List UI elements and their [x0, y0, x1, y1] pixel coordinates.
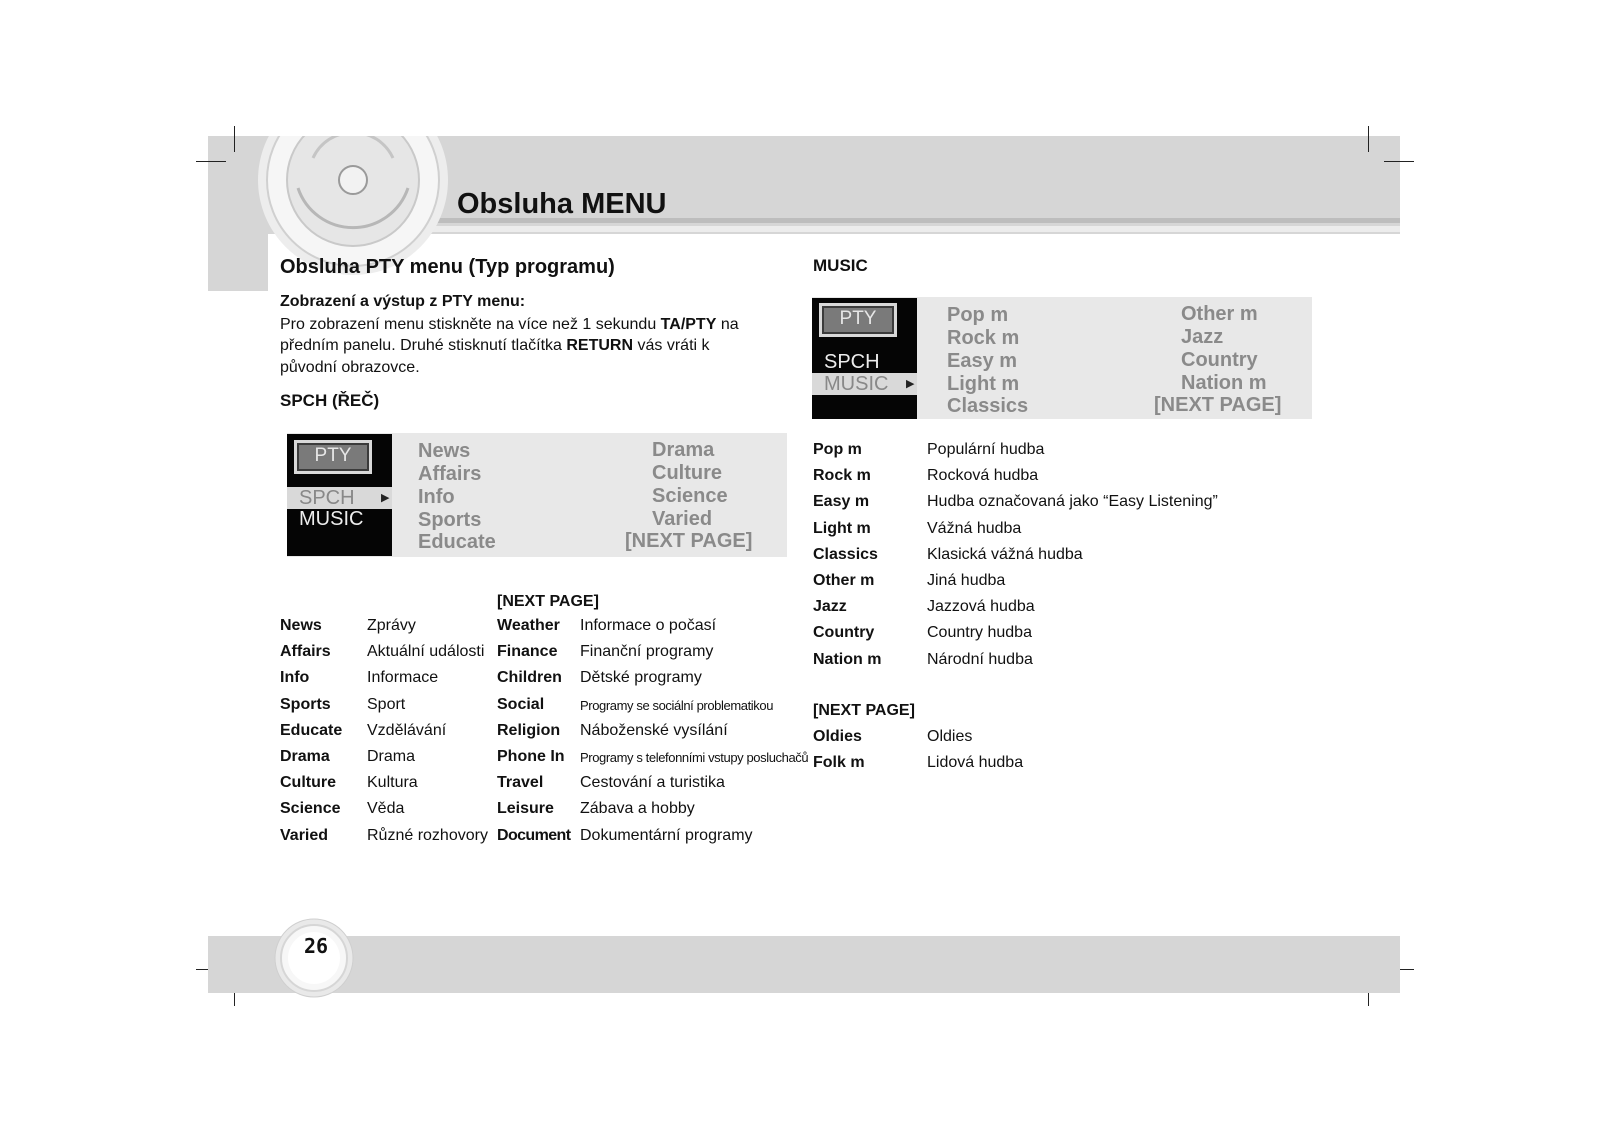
key-ta-pty: TA/PTY — [660, 316, 717, 333]
next-page-title: [NEXT PAGE] — [497, 593, 599, 610]
list-term: Social — [497, 695, 545, 713]
intro-line-1 — [280, 314, 739, 335]
list-definition: Dokumentární programy — [580, 826, 753, 844]
list-definition: Oldies — [927, 728, 973, 745]
pty-badge: PTY — [819, 303, 897, 337]
display-item: Science — [652, 485, 728, 507]
intro-line-3: původní obrazovce. — [280, 359, 420, 376]
side-item-spch: SPCH — [824, 351, 880, 373]
list-term: Varied — [280, 826, 329, 844]
list-definition: Sport — [367, 695, 406, 713]
list-term: Weather — [497, 617, 560, 634]
side-item-spch: SPCH — [299, 487, 355, 509]
list-definition: Náboženské vysílání — [580, 721, 728, 739]
list-term: Light m — [813, 519, 871, 537]
pty-badge: PTY — [294, 440, 372, 474]
list-term: Document — [497, 826, 571, 844]
list-term: Affairs — [280, 643, 331, 661]
display-item: Sports — [418, 509, 482, 531]
list-term: Folk m — [813, 754, 865, 771]
display-item: Other m — [1181, 303, 1258, 325]
next-page-title: [NEXT PAGE] — [813, 702, 915, 719]
list-term: Religion — [497, 721, 561, 739]
list-definition: Vzdělávání — [367, 721, 447, 739]
header-stripe-light — [420, 226, 1400, 232]
list-term: Science — [280, 800, 341, 818]
display-item: Nation m — [1181, 372, 1267, 394]
list-definition: Hudba označovaná jako “Easy Listening” — [927, 493, 1218, 511]
display-item: Affairs — [418, 463, 482, 485]
spch-title: SPCH (ŘEČ) — [280, 391, 380, 410]
list-definition: Programy se sociální problematikou — [580, 697, 774, 713]
intro-text: předním panelu. Druhé stisknutí tlačítka — [280, 337, 567, 354]
list-term: Travel — [497, 774, 544, 792]
display-item-next-page: [NEXT PAGE] — [1154, 394, 1282, 416]
crop-mark — [196, 161, 226, 162]
display-item: Classics — [947, 395, 1029, 417]
list-definition: Programy s telefonními vstupy posluchačů — [580, 750, 809, 765]
list-definition: Jazzová hudba — [927, 598, 1035, 616]
intro-text: na — [716, 316, 739, 333]
list-term: Educate — [280, 721, 343, 739]
list-term: Phone In — [497, 748, 565, 765]
list-term: Culture — [280, 774, 336, 792]
list-definition: Informace o počasí — [580, 617, 717, 634]
list-definition: Aktuální události — [367, 643, 485, 661]
list-definition: Kultura — [367, 774, 418, 792]
intro-text: vás vráti k — [633, 337, 710, 354]
list-term: Drama — [280, 748, 330, 765]
display-item: Easy m — [947, 350, 1018, 372]
display-item: Jazz — [1181, 326, 1224, 348]
list-definition: Věda — [367, 800, 405, 818]
list-term: Rock m — [813, 467, 871, 485]
display-item: Country — [1181, 349, 1258, 371]
display-item-next-page: [NEXT PAGE] — [625, 530, 753, 552]
list-term: Easy m — [813, 493, 870, 511]
list-definition: Rocková hudba — [927, 467, 1039, 485]
page-title: Obsluha MENU — [457, 188, 667, 220]
list-definition: Národní hudba — [927, 650, 1033, 668]
intro-line-2 — [280, 335, 710, 356]
display-item: Light m — [947, 373, 1020, 395]
display-item: Info — [418, 486, 455, 508]
list-term: Finance — [497, 643, 558, 661]
side-item-music: MUSIC — [299, 508, 364, 530]
crop-mark — [1368, 126, 1369, 152]
display-item: Educate — [418, 531, 496, 553]
list-term: Classics — [813, 545, 878, 563]
list-definition: Zprávy — [367, 617, 416, 634]
key-return: RETURN — [566, 337, 634, 354]
right-triangle-icon: ▶ — [381, 492, 390, 504]
display-item: Culture — [652, 462, 722, 484]
page-number-disc-icon — [274, 918, 354, 998]
list-definition: Lidová hudba — [927, 754, 1024, 771]
list-definition: Drama — [367, 748, 416, 765]
list-term: Children — [497, 669, 562, 687]
music-title: MUSIC — [813, 256, 868, 275]
list-definition: Jiná hudba — [927, 572, 1006, 589]
right-triangle-icon: ▶ — [906, 378, 915, 390]
list-definition: Finanční programy — [580, 643, 714, 661]
list-definition: Country hudba — [927, 624, 1032, 642]
list-definition: Dětské programy — [580, 669, 702, 687]
display-item: Rock m — [947, 327, 1020, 349]
list-term: Country — [813, 624, 875, 642]
display-item: Varied — [652, 508, 713, 530]
list-definition: Cestování a turistika — [580, 774, 725, 792]
crop-mark — [1384, 161, 1414, 162]
list-term: Nation m — [813, 650, 882, 668]
page-number: 26 — [303, 934, 329, 958]
list-definition: Vážná hudba — [927, 519, 1022, 537]
footer-band — [208, 936, 1400, 993]
list-definition: Různé rozhovory — [367, 826, 488, 844]
list-term: Other m — [813, 572, 875, 589]
display-item: Pop m — [947, 304, 1009, 326]
list-term: Pop m — [813, 441, 862, 458]
list-term: News — [280, 617, 322, 634]
list-definition: Informace — [367, 669, 439, 687]
display-item: News — [418, 440, 471, 462]
list-term: Jazz — [813, 598, 847, 616]
intro-heading: Zobrazení a výstup z PTY menu: — [280, 293, 526, 310]
list-term: Leisure — [497, 800, 554, 818]
cd-disc-icon — [258, 118, 448, 308]
side-item-music: MUSIC — [824, 373, 889, 395]
display-item: Drama — [652, 439, 715, 461]
intro-text: Pro zobrazení menu stiskněte na více než 1 sekundu — [280, 316, 661, 333]
list-definition: Populární hudba — [927, 441, 1045, 458]
list-definition: Zábava a hobby — [580, 800, 695, 818]
section-title: Obsluha PTY menu (Typ programu) — [280, 256, 615, 278]
crop-mark — [234, 126, 235, 152]
list-term: Info — [280, 669, 310, 687]
list-term: Oldies — [813, 728, 862, 745]
list-term: Sports — [280, 695, 331, 713]
list-definition: Klasická vážná hudba — [927, 545, 1083, 563]
